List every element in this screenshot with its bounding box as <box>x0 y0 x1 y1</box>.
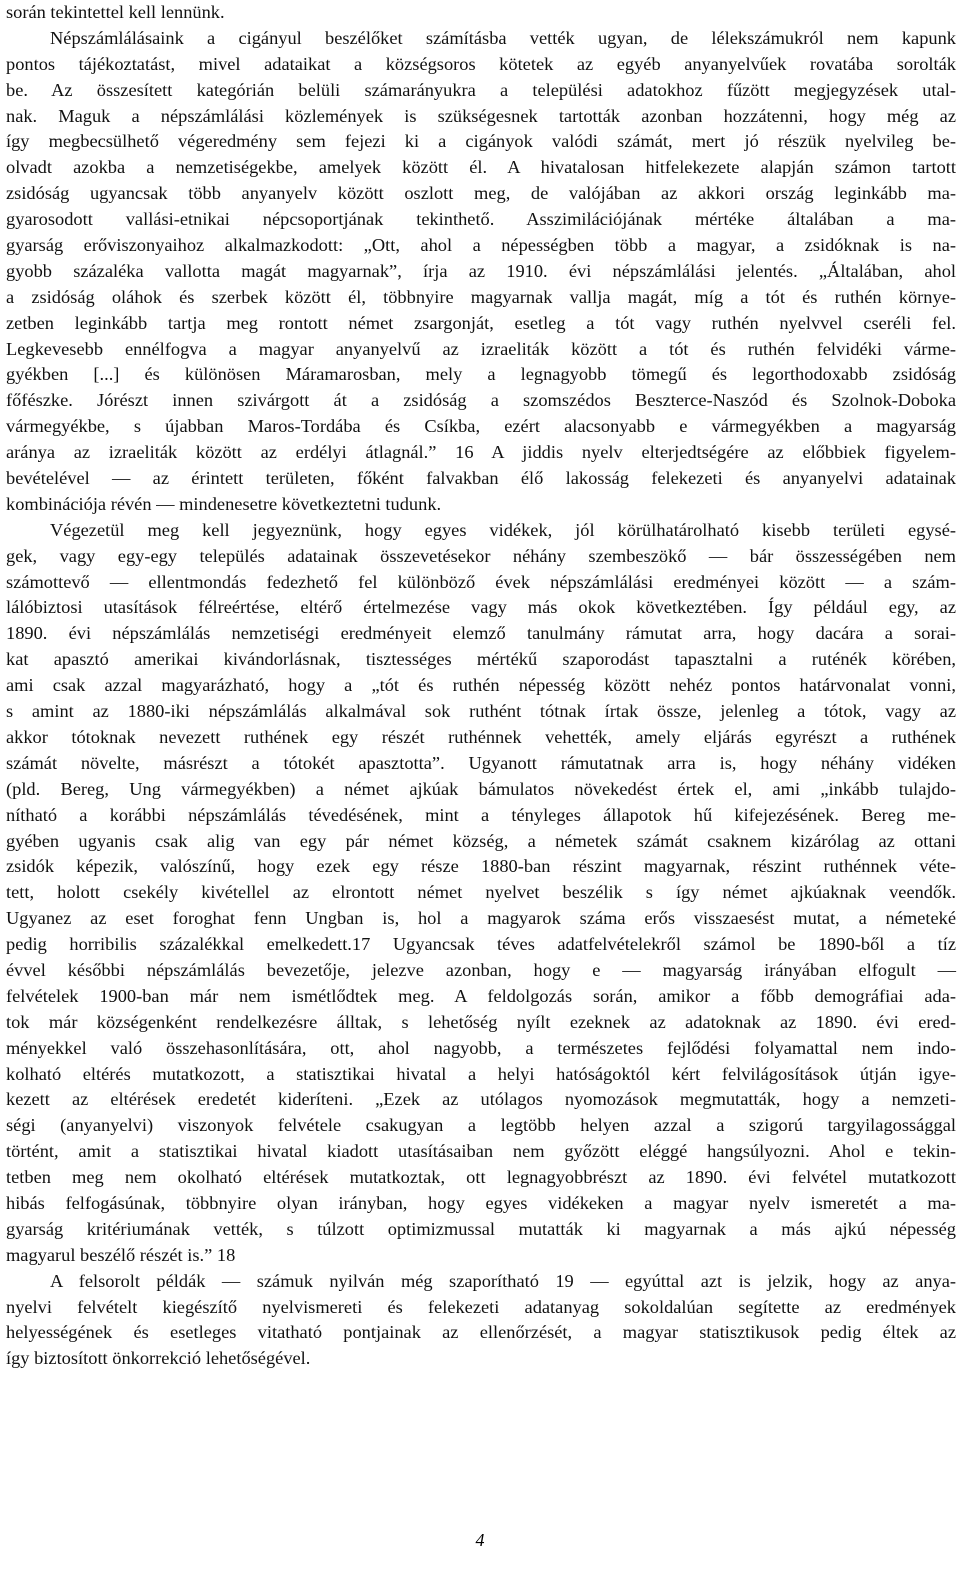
text-line: kat apasztó amerikai kivándorlásnak, tisztességes mértékű szaporodást tapasztalni a ruténék körében, <box>6 649 956 670</box>
text-line: számát növelte, másrészt a tótokét apasztotta”. Ugyanott rámutatnak arra is, hogy néhány vidéken <box>6 752 956 773</box>
text-line: ami csak azzal magyarázható, hogy a „tót és ruthén népesség között nehéz pontos határvonalat vonni, <box>6 675 956 696</box>
text-line: gyékben [...] és különösen Máramarosban, mely a legnagyobb tömegű és legorthodoxabb zsidóság <box>6 364 956 385</box>
text-line: nítható a korábbi népszámlálás tévedésének, mint a tényleges állapotok hű kifejezésének. Bereg me- <box>6 804 956 825</box>
text-line: tok már községenként rendelkezésre álltak, s lehetőség nyílt ezeknek az adatoknak az 1890. évi ered- <box>6 1011 956 1032</box>
text-line: A felsorolt példák — számuk nyilván még szaporítható 19 — egyúttal azt is jelzik, hogy az anya- <box>50 1270 956 1291</box>
text-line: Ugyanez az eset foroghat fenn Ungban is, hol a magyarok száma erős visszaesést mutat, a németeké <box>6 908 956 929</box>
text-line: bevételével — az érintett területen, főként falvakban élő lakosság felekezeti és anyanyelvi adatainak <box>6 468 956 489</box>
text-line: ségi (anyanyelvi) viszonyok felvétele csakugyan a legtöbb helyen azzal a szigorú targyilagossággal <box>6 1115 956 1136</box>
text-line: gyarosodott vallási-etnikai népcsoportjának tekinthető. Asszimilációjának mértéke általában a ma- <box>6 209 956 230</box>
text-line: olvadt azokba a nemzetiségekbe, amelyek között él. A hivatalosan hitfelekezete alapján számon tartott <box>6 157 956 178</box>
text-line: Népszámlálásaink a cigányul beszélőket számításba vették ugyan, de lélekszámukról nem kapunk <box>50 27 956 48</box>
text-line: pedig horribilis százalékkal emelkedett.17 Ugyancsak téves adatfelvételekről számol be 1890-ből a tíz <box>6 934 956 955</box>
text-line: főfészke. Jórészt innen szivárgott át a zsidóság a szomszédos Beszterce-Naszód és Szolnok-Doboka <box>6 390 956 411</box>
text-line: gyobb százaléka vallotta magát magyarnak”, írja az 1910. évi népszámlálási jelentés. „Általában, ahol <box>6 260 956 281</box>
text-line: akkor tótoknak nevezett ruthének egy részét ruthénnek vehették, amely eljárás egyrészt a ruthének <box>6 726 956 747</box>
text-line: nak. Maguk a népszámlálási közlemények is szükségesnek tartották azonban hozzátenni, hogy még az <box>6 105 956 126</box>
text-line: évvel későbbi népszámlálás bevezetője, jelezve azonban, hogy e — magyarság irányában elfogult — <box>6 959 956 980</box>
text-line: be. Az összesített kategórián belüli számarányukra a települési adatokhoz fűzött megjegyzések utal- <box>6 79 956 100</box>
text-line: zetben leginkább tartja meg rontott német zsargonját, esetleg a tót vagy ruthén nyelvvel cseréli fel. <box>6 312 956 333</box>
text-line: során tekintettel kell lennünk. <box>6 2 225 22</box>
text-line: Végezetül meg kell jegyeznünk, hogy egyes vidékek, jól körülhatárolható kisebb területi egysé- <box>50 519 956 540</box>
text-line: zsidóság ugyancsak több anyanyelv között oszlott meg, de valójában az akkori ország leginkább ma- <box>6 183 956 204</box>
text-line: történt, amit a statisztikai hivatal kiadott utasításaiban nem győzött eléggé hangsúlyozni. Ahol e tekin- <box>6 1141 956 1162</box>
text-line: nyelvi felvételt kiegészítő nyelvismereti és felekezeti adatanyag sokoldalúan segítette az eredmények <box>6 1296 956 1317</box>
text-line: lálóbiztosi utasítások félreértése, eltérő értelmezése vagy más okok következtében. Így például egy, az <box>6 597 956 618</box>
text-line: a zsidóság oláhok és szerbek között él, többnyire magyarnak vallja magát, míg a tót és ruthén környe- <box>6 286 956 307</box>
text-line: gyében ugyanis csak alig van egy pár német község, a németek számát csaknem kizárólag az ottani <box>6 830 956 851</box>
text-line: kezett az eltérések eredetét kideríteni. „Ezek az utólagos nyomozások megmutatták, hogy a nemzeti- <box>6 1089 956 1110</box>
text-line: magyarul beszélő részét is.” 18 <box>6 1244 236 1265</box>
text-line: kombinációja révén — mindenesetre következtetni tudunk. <box>6 493 442 514</box>
text-line: s amint az 1880-iki népszámlálás alkalmával sok ruthént tótnak írtak össze, jelenleg a tótok, vagy az <box>6 701 956 722</box>
document-body <box>6 0 956 1372</box>
text-line: helyességének és esetleges vitatható pontjainak az ellenőrzését, a magyar statisztikusok pedig éltek az <box>6 1322 956 1343</box>
text-line: 1890. évi népszámlálás nemzetiségi eredményeit elemző tanulmány rámutat arra, hogy dacára a sorai- <box>6 623 956 644</box>
text-line: kolható eltérés mutatkozott, a statisztikai hivatal a helyi hatóságoktól kért felvilágosítások útján igye- <box>6 1063 956 1084</box>
text-line: tett, holott csekély kivétellel az elrontott német nyelvet beszélik s így német ajkúaknak veendők. <box>6 882 956 903</box>
text-line: így biztosított önkorrekció lehetőségével. <box>6 1348 311 1369</box>
text-line: gyarság erőviszonyaihoz alkalmazkodott: „Ott, ahol a népességben több a magyar, a zsidóknak is na- <box>6 235 956 256</box>
text-line: zsidók képezik, valószínű, hogy ezek egy része 1880-ban részint magyarnak, részint ruthénnek véte- <box>6 856 956 877</box>
text-line: Legkevesebb ennélfogva a magyar anyanyelvű az izraeliták között a tót és ruthén felvidéki várme- <box>6 338 956 359</box>
text-line: számottevő — ellentmondás fedezhető fel különböző évek népszámlálási eredményei között — a szám- <box>6 571 956 592</box>
text-line: hibás felfogásúnak, többnyire olyan irányban, hogy egyes vidékeken a magyar nyelv ismeretét a ma- <box>6 1192 956 1213</box>
text-line: felvételek 1900-ban már nem ismétlődtek meg. A feldolgozás során, amikor a főbb demográfiai ada- <box>6 985 956 1006</box>
text-line: aránya az izraeliták között az erdélyi átlagnál.” 16 A jiddis nyelv elterjedtségére az előbbiek figyelem- <box>6 442 956 463</box>
text-line: gyarság kritériumának vették, s túlzott optimizmussal mutatták ki magyarnak a más ajkú népesség <box>6 1218 956 1239</box>
page-number: 4 <box>475 1530 485 1550</box>
text-line: ményekkel való összehasonlítására, ott, ahol nagyobb, a természetes fejlődési folyamattal nem indo- <box>6 1037 956 1058</box>
text-line: (pld. Bereg, Ung vármegyékben) a német ajkúak bámulatos növekedést értek el, ami „inkább tulajdo- <box>6 778 956 799</box>
text-line: így megbecsülhető végeredmény sem fejezi ki a cigányok valódi számát, mert jó részük nyelvileg be- <box>6 131 956 152</box>
text-line: gek, vagy egy-egy település adatainak összevetésekor néhány szembeszökő — bár összességében nem <box>6 545 956 566</box>
text-line: vármegyékbe, s újabban Maros-Tordába és Csíkba, ezért alacsonyabb e vármegyékben a magyarság <box>6 416 956 437</box>
text-line: tetben meg nem okolható eltérések mutatkoztak, ott legnagyobbrészt az 1890. évi felvétel mutatkozott <box>6 1167 956 1188</box>
text-line: pontos tájékoztatást, mivel adataikat a községsoros kötetek az egyéb anyanyelvűek rovatába sorolták <box>6 53 956 74</box>
